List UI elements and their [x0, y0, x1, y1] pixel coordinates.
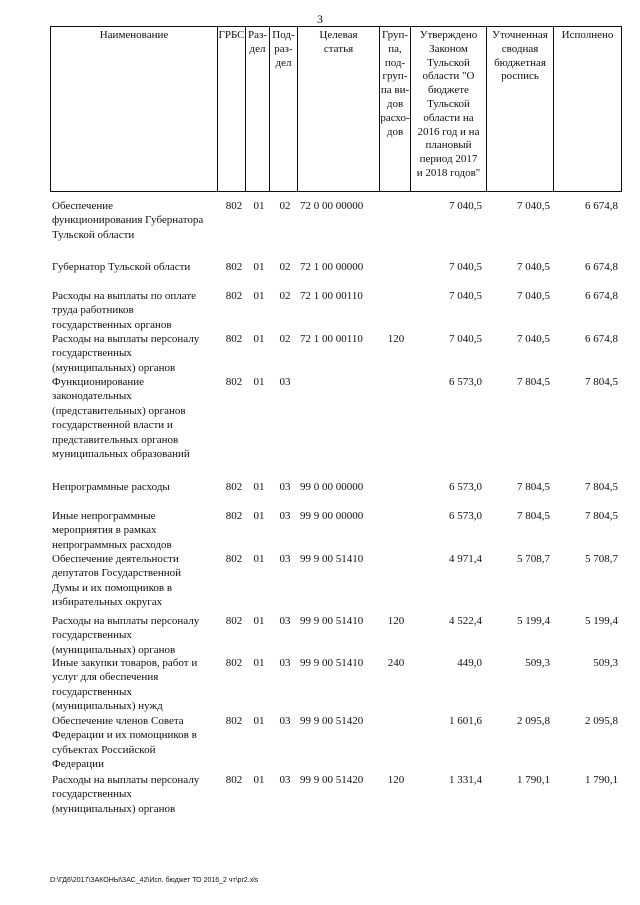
row-grbs: 802: [225, 290, 243, 302]
row-approved: 7 040,5: [449, 200, 482, 212]
row-target: 72 1 00 00110: [300, 290, 363, 302]
row-grbs: 802: [225, 715, 243, 727]
header-approved: Утверждено Законом Тульской области "О бюджете Тульской области на 2016 год и на плановый период 2017 и 2018 годов": [411, 27, 487, 191]
row-executed: 6 674,8: [585, 200, 618, 212]
row-podrazdel: 03: [279, 481, 291, 493]
row-specified: 7 804,5: [517, 376, 550, 388]
row-target: 99 9 00 51410: [300, 615, 364, 627]
row-grbs: 802: [225, 615, 243, 627]
header-razdel: Раз- дел: [246, 27, 270, 191]
row-razdel: 01: [253, 290, 265, 302]
row-specified: 7 040,5: [517, 200, 550, 212]
row-group: 120: [387, 333, 405, 345]
row-approved: 6 573,0: [449, 376, 482, 388]
row-executed: 6 674,8: [585, 333, 618, 345]
row-podrazdel: 02: [279, 200, 291, 212]
header-specified: Уточненная сводная бюджетная роспись: [487, 27, 554, 191]
row-target: 99 9 00 51410: [300, 657, 364, 669]
row-target: 99 9 00 51420: [300, 715, 364, 727]
row-approved: 1 331,4: [449, 774, 482, 786]
row-grbs: 802: [225, 553, 243, 565]
row-executed: 6 674,8: [585, 290, 618, 302]
row-executed: 509,3: [593, 657, 618, 669]
row-approved: 7 040,5: [449, 261, 482, 273]
row-executed: 2 095,8: [585, 715, 618, 727]
header-executed: Исполнено: [561, 29, 614, 41]
row-executed: 1 790,1: [585, 774, 618, 786]
row-razdel: 01: [253, 481, 265, 493]
row-group: 240: [387, 657, 405, 669]
header-grbs: ГРБС: [218, 27, 246, 191]
table-header: [50, 26, 622, 192]
row-approved: 7 040,5: [449, 333, 482, 345]
row-target: 99 9 00 51420: [300, 774, 364, 786]
row-specified: 7 040,5: [517, 290, 550, 302]
row-razdel: 01: [253, 774, 265, 786]
row-executed: 6 674,8: [585, 261, 618, 273]
row-razdel: 01: [253, 200, 265, 212]
row-group: 120: [387, 774, 405, 786]
row-target: 72 1 00 00000: [300, 261, 364, 273]
row-target: 99 9 00 51410: [300, 553, 364, 565]
row-name: Губернатор Тульской области: [52, 261, 191, 273]
row-podrazdel: 03: [279, 376, 291, 388]
header-group: Груп- па, под- груп- па ви- дов расхо- дов: [380, 27, 411, 191]
row-approved: 4 971,4: [449, 553, 482, 565]
row-razdel: 01: [253, 510, 265, 522]
row-approved: 6 573,0: [449, 510, 482, 522]
row-target: 72 0 00 00000: [300, 200, 364, 212]
row-podrazdel: 03: [279, 510, 291, 522]
row-specified: 1 790,1: [517, 774, 550, 786]
row-podrazdel: 03: [279, 774, 291, 786]
row-name: Расходы на выплаты персоналу государственных (муниципальных) органов: [52, 615, 200, 656]
row-specified: 509,3: [525, 657, 550, 669]
row-podrazdel: 03: [279, 553, 291, 565]
row-razdel: 01: [253, 657, 265, 669]
row-grbs: 802: [225, 333, 243, 345]
row-grbs: 802: [225, 657, 243, 669]
row-grbs: 802: [225, 200, 243, 212]
header-name: Наименование: [51, 27, 218, 191]
row-approved: 449,0: [457, 657, 482, 669]
page-number: 3: [317, 12, 323, 26]
row-name: Обеспечение деятельности депутатов Государственной Думы и их помощников в избирательных округах: [52, 553, 182, 609]
header-podrazdel: Под- раз- дел: [270, 27, 298, 191]
row-grbs: 802: [225, 261, 243, 273]
row-name: Обеспечение членов Совета Федерации и их помощников в субъектах Российской Федерации: [52, 715, 197, 771]
row-name: Непрограммные расходы: [52, 481, 170, 493]
row-target: 99 9 00 00000: [300, 510, 364, 522]
row-name: Иные закупки товаров, работ и услуг для обеспечения государственных (муниципальных) нужд: [52, 657, 198, 713]
row-executed: 7 804,5: [585, 481, 618, 493]
row-podrazdel: 02: [279, 333, 291, 345]
row-executed: 7 804,5: [585, 376, 618, 388]
row-executed: 7 804,5: [585, 510, 618, 522]
row-name: Функционирование законодательных (представительных) органов государственной власти и представительных органов муниципальных образований: [52, 376, 190, 461]
row-grbs: 802: [225, 510, 243, 522]
row-approved: 6 573,0: [449, 481, 482, 493]
row-executed: 5 708,7: [585, 553, 618, 565]
row-podrazdel: 02: [279, 290, 291, 302]
row-target: 72 1 00 00110: [300, 333, 363, 345]
row-group: 120: [387, 615, 405, 627]
row-podrazdel: 03: [279, 657, 291, 669]
row-approved: 1 601,6: [449, 715, 482, 727]
row-razdel: 01: [253, 333, 265, 345]
row-razdel: 01: [253, 376, 265, 388]
row-specified: 5 708,7: [517, 553, 550, 565]
row-approved: 7 040,5: [449, 290, 482, 302]
row-name: Расходы на выплаты персоналу государственных (муниципальных) органов: [52, 333, 200, 374]
row-specified: 7 804,5: [517, 481, 550, 493]
row-podrazdel: 02: [279, 261, 291, 273]
row-name: Расходы на выплаты персоналу государственных (муниципальных) органов: [52, 774, 200, 815]
row-name: Обеспечение функционирования Губернатора Тульской области: [52, 200, 204, 241]
file-path-footer: D:\ГД6\2017\ЗАКОНЫ\ЗАС_42\Исп. бюджет ТО 2016_2 чт\pr2.xls: [50, 877, 259, 884]
row-razdel: 01: [253, 553, 265, 565]
row-specified: 5 199,4: [517, 615, 550, 627]
header-target: Целевая статья: [298, 27, 380, 191]
row-specified: 7 804,5: [517, 510, 550, 522]
row-name: Расходы на выплаты по оплате труда работников государственных органов: [52, 290, 197, 331]
row-razdel: 01: [253, 715, 265, 727]
row-approved: 4 522,4: [449, 615, 482, 627]
row-grbs: 802: [225, 774, 243, 786]
row-grbs: 802: [225, 376, 243, 388]
row-razdel: 01: [253, 261, 265, 273]
row-podrazdel: 03: [279, 715, 291, 727]
row-executed: 5 199,4: [585, 615, 618, 627]
row-name: Иные непрограммные мероприятия в рамках непрограммных расходов: [52, 510, 172, 551]
row-specified: 7 040,5: [517, 261, 550, 273]
row-target: 99 0 00 00000: [300, 481, 364, 493]
row-specified: 2 095,8: [517, 715, 550, 727]
row-grbs: 802: [225, 481, 243, 493]
row-specified: 7 040,5: [517, 333, 550, 345]
row-podrazdel: 03: [279, 615, 291, 627]
row-razdel: 01: [253, 615, 265, 627]
